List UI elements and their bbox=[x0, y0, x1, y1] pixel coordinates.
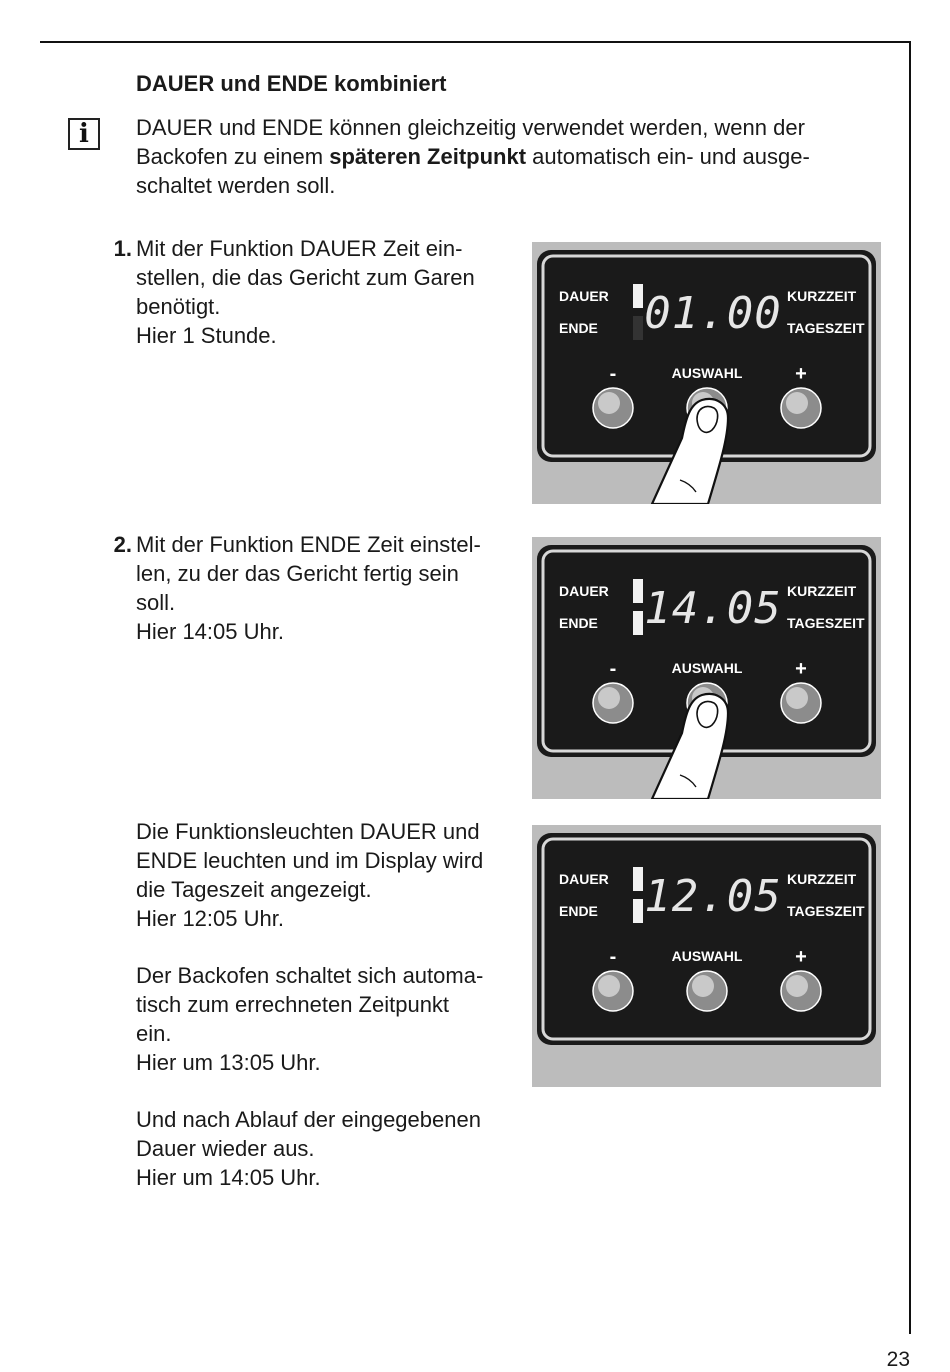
result-paragraph-1 bbox=[136, 817, 526, 933]
result-paragraph-2 bbox=[136, 961, 526, 1077]
ende-indicator-lamp bbox=[633, 611, 643, 635]
right-rule bbox=[909, 41, 911, 1334]
time-display: 01.00 bbox=[644, 288, 782, 339]
time-display: 12.05 bbox=[644, 871, 782, 922]
kurzzeit-label: KURZZEIT bbox=[787, 871, 857, 887]
auswahl-label: AUSWAHL bbox=[671, 948, 743, 964]
section-heading: DAUER und ENDE kombiniert bbox=[136, 71, 447, 96]
intro-line-1: DAUER und ENDE können gleichzeitig verwendet werden, wenn der bbox=[136, 115, 805, 140]
step-number: 1. bbox=[113, 236, 132, 261]
plus-label: + bbox=[795, 363, 807, 385]
info-icon: i bbox=[68, 118, 100, 150]
minus-label: - bbox=[609, 946, 617, 968]
intro-line-3: schaltet werden soll. bbox=[136, 173, 336, 198]
result-line: die Tageszeit angezeigt. bbox=[136, 877, 372, 902]
top-rule bbox=[40, 41, 911, 43]
control-panel-illustration-2 bbox=[532, 537, 881, 799]
tageszeit-label: TAGESZEIT bbox=[787, 320, 865, 336]
result-line: Hier 12:05 Uhr. bbox=[136, 906, 284, 931]
ende-label: ENDE bbox=[559, 615, 598, 631]
dauer-indicator-lamp bbox=[633, 284, 643, 308]
dauer-label: DAUER bbox=[559, 288, 609, 304]
ende-label: ENDE bbox=[559, 903, 598, 919]
plus-button bbox=[781, 388, 821, 428]
panel-graphic bbox=[532, 242, 881, 504]
kurzzeit-label: KURZZEIT bbox=[787, 583, 857, 599]
result-line: ein. bbox=[136, 1021, 172, 1046]
panel-face bbox=[537, 833, 876, 1045]
dauer-label: DAUER bbox=[559, 583, 609, 599]
tageszeit-label: TAGESZEIT bbox=[787, 903, 865, 919]
result-line: Hier um 14:05 Uhr. bbox=[136, 1165, 321, 1190]
dauer-indicator-lamp bbox=[633, 579, 643, 603]
auswahl-label: AUSWAHL bbox=[671, 660, 743, 676]
step-line: len, zu der das Gericht fertig sein bbox=[136, 561, 459, 586]
result-line: Der Backofen schaltet sich automa- bbox=[136, 963, 484, 988]
plus-label: + bbox=[795, 946, 807, 968]
control-panel-illustration-3 bbox=[532, 825, 881, 1087]
intro-line-2-pre: Backofen zu einem bbox=[136, 144, 330, 169]
plus-label: + bbox=[795, 658, 807, 680]
minus-label: - bbox=[609, 363, 617, 385]
step-line: stellen, die das Gericht zum Garen bbox=[136, 265, 475, 290]
ende-label: ENDE bbox=[559, 320, 598, 336]
intro-emphasis: späteren Zeitpunkt bbox=[329, 144, 527, 169]
page-number: 23 bbox=[886, 1348, 910, 1371]
minus-button bbox=[593, 388, 633, 428]
result-line: Die Funktionsleuchten DAUER und bbox=[136, 819, 480, 844]
result-line: ENDE leuchten und im Display wird bbox=[136, 848, 484, 873]
minus-label: - bbox=[609, 658, 617, 680]
step-line: Hier 1 Stunde. bbox=[136, 323, 277, 348]
control-panel-illustration-1 bbox=[532, 242, 881, 504]
dauer-label: DAUER bbox=[559, 871, 609, 887]
step-line: Mit der Funktion ENDE Zeit einstel- bbox=[136, 532, 481, 557]
tageszeit-label: TAGESZEIT bbox=[787, 615, 865, 631]
minus-button bbox=[593, 971, 633, 1011]
step-number: 2. bbox=[113, 532, 132, 557]
plus-button bbox=[781, 971, 821, 1011]
plus-button bbox=[781, 683, 821, 723]
step-1 bbox=[106, 234, 516, 350]
result-paragraph-3 bbox=[136, 1105, 526, 1192]
ende-indicator-lamp bbox=[633, 899, 643, 923]
step-2 bbox=[106, 530, 516, 646]
intro-line-2-post: automatisch ein- und ausge- bbox=[526, 144, 810, 169]
panel-graphic bbox=[532, 825, 881, 1087]
minus-button bbox=[593, 683, 633, 723]
result-line: Hier um 13:05 Uhr. bbox=[136, 1050, 321, 1075]
intro-paragraph bbox=[136, 113, 896, 200]
panel-graphic bbox=[532, 537, 881, 799]
step-line: Mit der Funktion DAUER Zeit ein- bbox=[136, 236, 463, 261]
step-line: Hier 14:05 Uhr. bbox=[136, 619, 284, 644]
time-display: 14.05 bbox=[644, 583, 782, 634]
kurzzeit-label: KURZZEIT bbox=[787, 288, 857, 304]
auswahl-button bbox=[687, 971, 727, 1011]
result-line: Dauer wieder aus. bbox=[136, 1136, 315, 1161]
dauer-indicator-lamp bbox=[633, 867, 643, 891]
step-line: soll. bbox=[136, 590, 176, 615]
result-line: Und nach Ablauf der eingegebenen bbox=[136, 1107, 481, 1132]
step-line: benötigt. bbox=[136, 294, 221, 319]
auswahl-label: AUSWAHL bbox=[671, 365, 743, 381]
result-line: tisch zum errechneten Zeitpunkt bbox=[136, 992, 450, 1017]
ende-indicator-lamp bbox=[633, 316, 643, 340]
